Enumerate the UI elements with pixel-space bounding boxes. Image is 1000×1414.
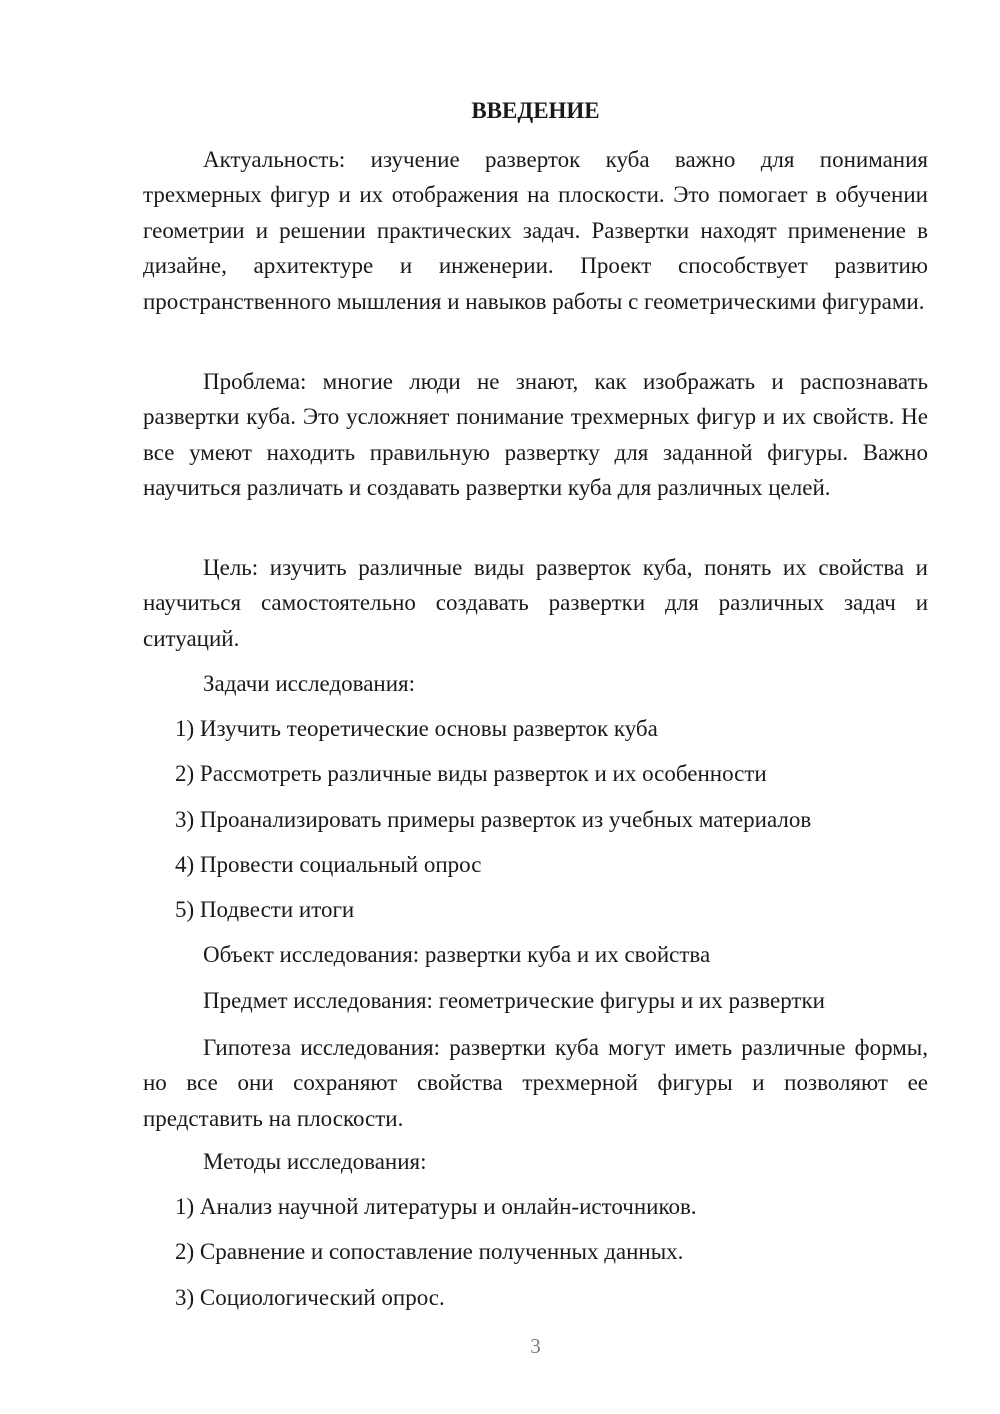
document-page <box>143 0 928 1414</box>
object-line: Объект исследования: развертки куба и их свойства <box>203 942 711 967</box>
method-item: 1) Анализ научной литературы и онлайн-источников. <box>175 1194 697 1219</box>
task-item: 5) Подвести итоги <box>175 897 355 922</box>
method-item: 3) Социологический опрос. <box>175 1285 445 1310</box>
method-item: 2) Сравнение и сопоставление полученных данных. <box>175 1239 684 1264</box>
goal-paragraph: Цель: изучить различные виды разверток куба, понять их свойства и научиться самостоятельно создавать развертки для различных задач и ситуаций. <box>143 555 928 651</box>
methods-heading: Методы исследования: <box>203 1149 427 1174</box>
subject-line: Предмет исследования: геометрические фигуры и их развертки <box>203 988 825 1013</box>
problem-paragraph: Проблема: многие люди не знают, как изображать и распознавать развертки куба. Это усложняет понимание трехмерных фигур и их свойств. Не все умеют находить правильную развертку для заданной фигуры. Важно научиться различать и создавать развертки куба для различных целей. <box>143 369 928 501</box>
page-number: 3 <box>530 1334 541 1358</box>
tasks-heading: Задачи исследования: <box>203 671 416 696</box>
task-item: 3) Проанализировать примеры разверток из учебных материалов <box>175 807 812 832</box>
task-item: 1) Изучить теоретические основы разверток куба <box>175 716 658 741</box>
relevance-paragraph: Актуальность: изучение разверток куба важно для понимания трехмерных фигур и их отображения на плоскости. Это помогает в обучении геометрии и решении практических задач. Развертки находят применение в дизайне, архитектуре и инженерии. Проект способствует развитию пространственного мышления и навыков работы с геометрическими фигурами. <box>143 147 928 314</box>
page-title: ВВЕДЕНИЕ <box>471 98 600 123</box>
task-item: 4) Провести социальный опрос <box>175 852 482 877</box>
task-item: 2) Рассмотреть различные виды разверток и их особенности <box>175 761 767 786</box>
hypothesis-paragraph: Гипотеза исследования: развертки куба могут иметь различные формы, но все они сохраняют свойства трехмерной фигуры и позволяют ее представить на плоскости. <box>143 1035 928 1131</box>
